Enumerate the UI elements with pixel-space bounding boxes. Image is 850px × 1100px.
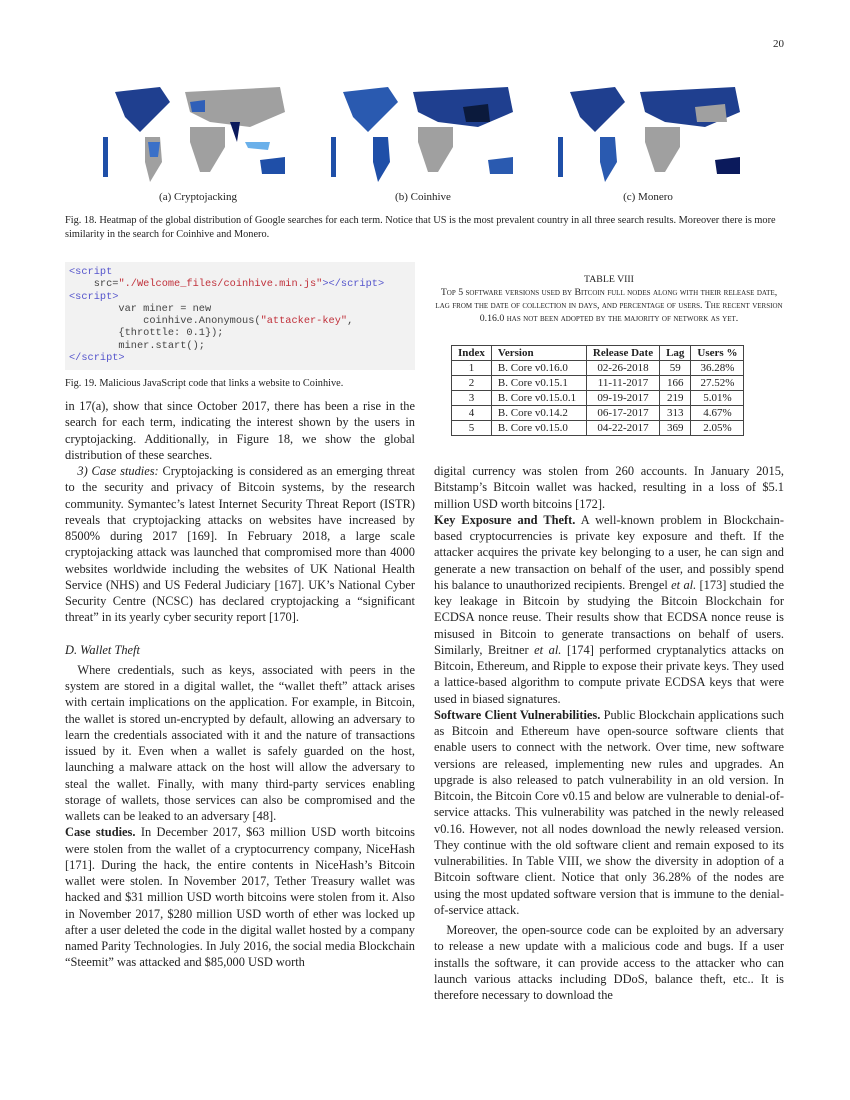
heatmap-cryptojacking <box>100 82 295 187</box>
right-column <box>434 463 784 1003</box>
paragraph-lead: Case studies. <box>65 825 136 840</box>
th: Version <box>491 346 586 361</box>
paragraph: digital currency was stolen from 260 accounts. In January 2015, Bitstamp’s Bitcoin wallet was hacked, resulting in a loss of $5.1 million USD worth bitcoins [172]. <box>434 464 784 511</box>
table-row <box>452 391 744 406</box>
paragraph-text: In December 2017, $63 million USD worth bitcoins were stolen from the wallet of a cryptocurrency company, NiceHash [171]. During the hack, the entire contents in NiceHash’s Bitcoin wallet were stolen. In November 2017, Tether Treasury wallet was hacked and $31 million USD worth bitcoins were stolen from it. Also in November 2017, $280 million USD worth of ether was locked up after a user deleted the code in the digital wallet hosted by a company named Parity Technologies. In July 2016, the social media Blockchain “Steemit” was attacked and $85,000 USD worth <box>65 825 416 970</box>
td: B. Core v0.15.0 <box>491 421 586 436</box>
th: Release Date <box>586 346 659 361</box>
paragraph <box>65 463 415 626</box>
td: 02-26-2018 <box>586 361 659 376</box>
left-column <box>65 398 415 971</box>
paragraph: Where credentials, such as keys, associated with peers in the system are stored in a digital wallet, the “wallet theft” attack arises with certain implications on the application. For example, in Bitcoin, the wallet is stored un-encrypted by default, allowing an adversary to learn the credentials associated with it and the nature of transactions issued by it. Even when a wallet is safely guarded on the host, launching a malware attack on the host will allow the adversary to steal the wallet. Finally, with many third-party services enabling storage of wallets, those services can also be compromised and the wallets can be leaked to an adversary [48]. <box>65 662 415 823</box>
code: src= <box>69 278 119 291</box>
td: B. Core v0.16.0 <box>491 361 586 376</box>
paragraph-lead: 3) Case studies: <box>77 464 159 478</box>
td: 11-11-2017 <box>586 376 659 391</box>
heatmap-monero <box>555 82 750 187</box>
th: Lag <box>660 346 691 361</box>
paragraph-text: A well-known problem in Blockchain-based cryptocurrencies is private key exposure and theft. If the attacker acquires the private key belonging to a user, he can sign and generate a new transaction on behalf of the user, and possibly spend his balance to unauthorized recipients. Brengel <box>434 512 784 592</box>
paragraph-text: [174] performed cryptanalytics attacks on Bitcoin, Ethereum, and Ripple to expose their private keys. They used a lattice-based algorithm to compute private ECDSA keys that were used in biased signatures. <box>434 642 784 706</box>
code: miner.start(); <box>69 339 205 352</box>
paragraph-lead: Software Client Vulnerabilities. <box>434 707 601 722</box>
td: 36.28% <box>691 361 744 376</box>
paragraph: Moreover, the open-source code can be exploited by an adversary to release a new update with a malicious code and bugs. If a user installs the software, it can provide access to the attacker who can launch various attacks including DDoS, balance theft, etc.. It is therefore necessary to download the <box>434 923 784 1002</box>
code: </script> <box>69 352 125 365</box>
table-row <box>452 376 744 391</box>
subcaption-b: (b) Coinhive <box>395 191 451 203</box>
paragraph <box>65 824 415 970</box>
heatmap-coinhive <box>328 82 523 187</box>
code: <script <box>69 266 113 278</box>
code: "attacker-key" <box>260 315 348 328</box>
td: 3 <box>452 391 492 406</box>
paragraph-text: Cryptojacking is considered as an emerging threat to the security and privacy of Bitcoin systems, by the research community. Symantec’s latest Internet Security Threat Report (ISTR) reveals that cryptojacking attacks on websites have increased by 8500% during 2017 [169]. In February 2018, a large scale cryptojacking attack was launched that compromised more than 4000 websites worldwide including the websites of UK National Health Service (NHS) and US Federal Judiciary [167]. UK’s National Cyber Security Centre (NCSC) has declared cryptojacking a “significant threat” in its yearly cyber security report [170]. <box>65 464 415 625</box>
code: {throttle: 0.1}); <box>69 327 224 340</box>
td: B. Core v0.15.0.1 <box>491 391 586 406</box>
paragraph <box>434 512 784 707</box>
td: B. Core v0.14.2 <box>491 406 586 421</box>
td: B. Core v0.15.1 <box>491 376 586 391</box>
figure-19-caption: Fig. 19. Malicious JavaScript code that links a website to Coinhive. <box>65 378 344 389</box>
table-8-title <box>433 273 785 325</box>
paragraph-text: Public Blockchain applications such as Bitcoin and Ethereum have open-source software clients that enable users to connect with the network. Over time, new software versions are released, implementing new rules and upgrades. An upgrade is also released to patch vulnerability in an old version. In Bitcoin, the Bitcoin Core v0.15 and below are vulnerable to denial-of-service attacks. This vulnerability was patched in the newly released v0.16. However, not all nodes download the newly released version. They continue with the old software client and remain exposed to its vulnerabilities. In Table VIII, we show the diversity in adoption of a Bitcoin software client. Notice that only 36.28% of the nodes are using the most updated software version that is immune to the denial-of-service attack. <box>434 707 785 917</box>
table-row <box>452 406 744 421</box>
table-header-row <box>452 346 744 361</box>
td: 166 <box>660 376 691 391</box>
table-row <box>452 361 744 376</box>
td: 5.01% <box>691 391 744 406</box>
table-caption: Top 5 software versions used by Bitcoin full nodes along with their release date, lag from the date of collection in days, and percentage of users. The recent version 0.16.0 has not been adopted by the majority of network as yet. <box>435 287 783 324</box>
code-listing <box>65 262 415 370</box>
td: 4 <box>452 406 492 421</box>
td: 27.52% <box>691 376 744 391</box>
td: 5 <box>452 421 492 436</box>
td: 06-17-2017 <box>586 406 659 421</box>
subcaption-a: (a) Cryptojacking <box>159 191 237 203</box>
figure-18-heatmaps <box>100 82 760 187</box>
table-8 <box>451 345 744 436</box>
page-number: 20 <box>773 38 784 50</box>
th: Index <box>452 346 492 361</box>
td: 09-19-2017 <box>586 391 659 406</box>
paragraph-text: et al. <box>671 577 697 592</box>
code: , <box>347 315 354 328</box>
table-row <box>452 421 744 436</box>
td: 4.67% <box>691 406 744 421</box>
td: 2.05% <box>691 421 744 436</box>
paragraph-text: [173] studied the key leakage in Bitcoin by studying the Bitcoin Blockchain for ECDSA nonce reuse. Their results show that ECDSA nonce reuse is misused in Bitcoin to generate transactions on behalf of users. Similarly, Breitner <box>434 577 785 657</box>
paragraph-lead: Key Exposure and Theft. <box>434 512 576 527</box>
td: 59 <box>660 361 691 376</box>
code: ></script> <box>322 278 385 291</box>
code: coinhive.Anonymous( <box>69 315 261 328</box>
td: 1 <box>452 361 492 376</box>
th: Users % <box>691 346 744 361</box>
code: "./Welcome_files/coinhive.min.js" <box>118 278 323 291</box>
code: <script> <box>69 290 119 303</box>
figure-18-caption: Fig. 18. Heatmap of the global distribution of Google searches for each term. Notice that US is the most prevalent country in all three search results. Moreover there is more similarity in the search for Coinhive and Monero. <box>65 215 776 240</box>
td: 369 <box>660 421 691 436</box>
paragraph: in 17(a), show that since October 2017, there has been a rise in the search for each term, indicating the interest shown by the users in cryptojacking. Additionally, in Figure 18, we show the global distribution of these searches. <box>65 399 415 462</box>
table-label: TABLE VIII <box>584 274 634 285</box>
paragraph <box>434 707 784 918</box>
td: 219 <box>660 391 691 406</box>
subcaption-c: (c) Monero <box>623 191 673 203</box>
td: 04-22-2017 <box>586 421 659 436</box>
paragraph-text: et al. <box>534 642 562 657</box>
section-heading: D. Wallet Theft <box>65 642 140 657</box>
td: 313 <box>660 406 691 421</box>
td: 2 <box>452 376 492 391</box>
code: var miner = new <box>69 302 212 315</box>
